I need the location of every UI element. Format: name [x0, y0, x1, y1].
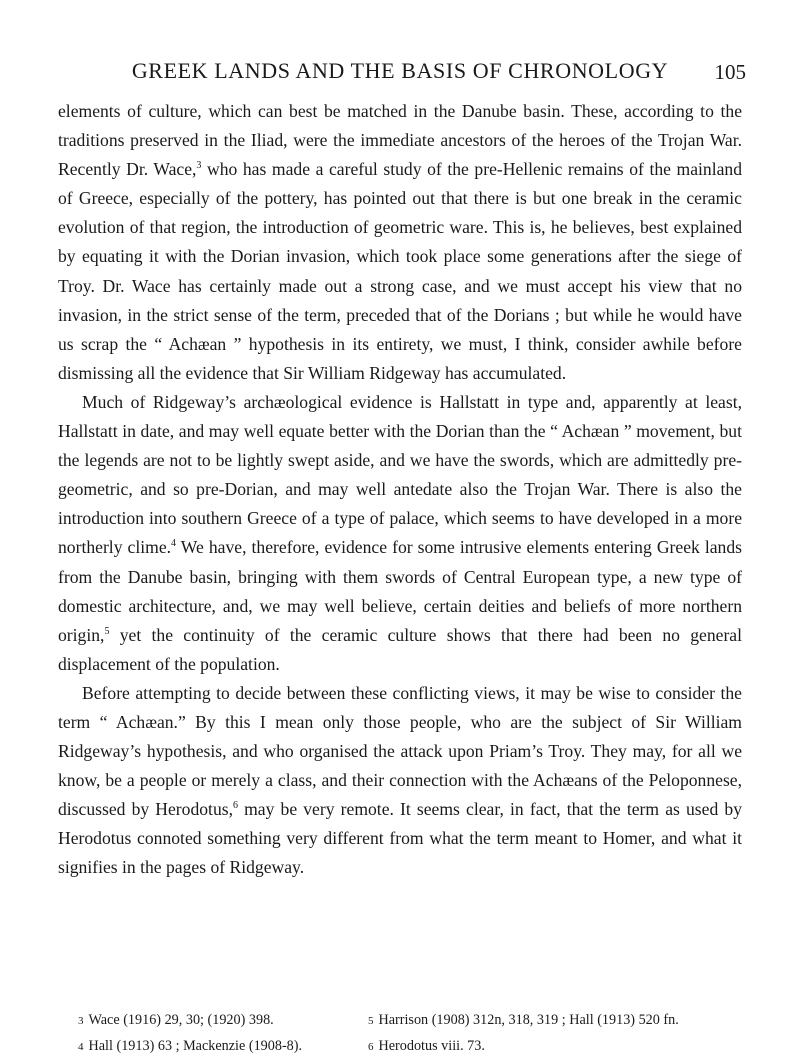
text-run: elements of culture, which can best be matched in the Danube basin. These, according to the traditions preserved in the Iliad, were the immediate ancestors of the heroes of the Trojan War. Recently Dr. Wace, [58, 101, 742, 180]
footnote-number: 6 [368, 1041, 374, 1053]
footnote [78, 1034, 368, 1060]
footnote-reference: 6 [232, 800, 238, 812]
page-number: 105 [714, 60, 746, 84]
text-run: may be very remote. It seems clear, in fact, that the term as used by Herodotus connoted something very different from what the term meant to Homer, and what it signifies in the pages of Ridgeway. [58, 799, 742, 878]
footnote-text: Hall (1913) 63 ; Mackenzie (1908-8). [88, 1038, 303, 1054]
running-head-title: GREEK LANDS AND THE BASIS OF CHRONOLOGY [131, 58, 669, 83]
paragraph [58, 679, 742, 883]
body-text [58, 97, 742, 883]
footnote-text: Wace (1916) 29, 30; (1920) 398. [88, 1012, 274, 1028]
text-run: We have, therefore, evidence for some intrusive elements entering Greek lands from the Danube basin, bringing with them swords of Central European type, a new type of domestic architecture, and, we may well believe, certain deities and beliefs of more northern origin, [58, 537, 743, 645]
running-head [0, 58, 800, 90]
text-run: Before attempting to decide between these conflicting views, it may be wise to consider the term “ Achæan.” By this I mean only those people, who are the subject of Sir William Ridgeway’s hypothesis, and who organised the attack upon Priam’s Troy. They may, for all we know, be a people or merely a class, and their connection with the Achæans of the Peloponnese, discussed by Herodotus, [58, 682, 742, 820]
text-run: Much of Ridgeway’s archæological evidence is Hallstatt in type and, apparently at least, Hallstatt in date, and may well equate better with the Dorian than the “ Achæan ” movement, but the legends are not to be lightly swept aside, and we have the swords, which are admittedly pre-geometric, and so pre-Dorian, and may well antedate also the Trojan War. There is also the introduction into southern Greece of a type of palace, which seems to have developed in a more northerly clime. [58, 391, 742, 558]
footnote-text: Harrison (1908) 312n, 318, 319 ; Hall (1913) 520 fn. [378, 1012, 679, 1028]
footnote-text: Herodotus viii. 73. [378, 1038, 485, 1054]
text-run: who has made a careful study of the pre-Hellenic remains of the mainland of Greece, especially of the pottery, has pointed out that there is but one break in the ceramic evolution of that region, the introduction of geometric ware. This is, he believes, best explained by equating it with the Dorian invasion, which took place some generations after the siege of Troy. Dr. Wace has certainly made out a strong case, and we must accept his view that no invasion, in the strict sense of the term, preceded that of the Dorians ; but while he would have us scrap the “ Achæan ” hypothesis in its entirety, we must, I think, consider awhile before dismissing all the evidence that Sir William Ridgeway has accumulated. [58, 159, 742, 383]
footnote-reference: 3 [196, 160, 202, 172]
footnote-reference: 5 [104, 625, 110, 637]
footnote-number: 4 [78, 1041, 84, 1053]
footnote [368, 1034, 768, 1060]
footnote-number: 5 [368, 1015, 374, 1027]
footnote [78, 1008, 368, 1034]
footnotes-left-column [78, 1008, 368, 1060]
paragraph [58, 388, 742, 679]
footnote-number: 3 [78, 1015, 84, 1027]
footnotes-right-column [368, 1008, 768, 1060]
paragraph [58, 97, 742, 388]
footnote [368, 1008, 768, 1034]
text-run: yet the continuity of the ceramic culture shows that there had been no general displacement of the population. [58, 624, 742, 674]
footnote-reference: 4 [171, 538, 177, 550]
